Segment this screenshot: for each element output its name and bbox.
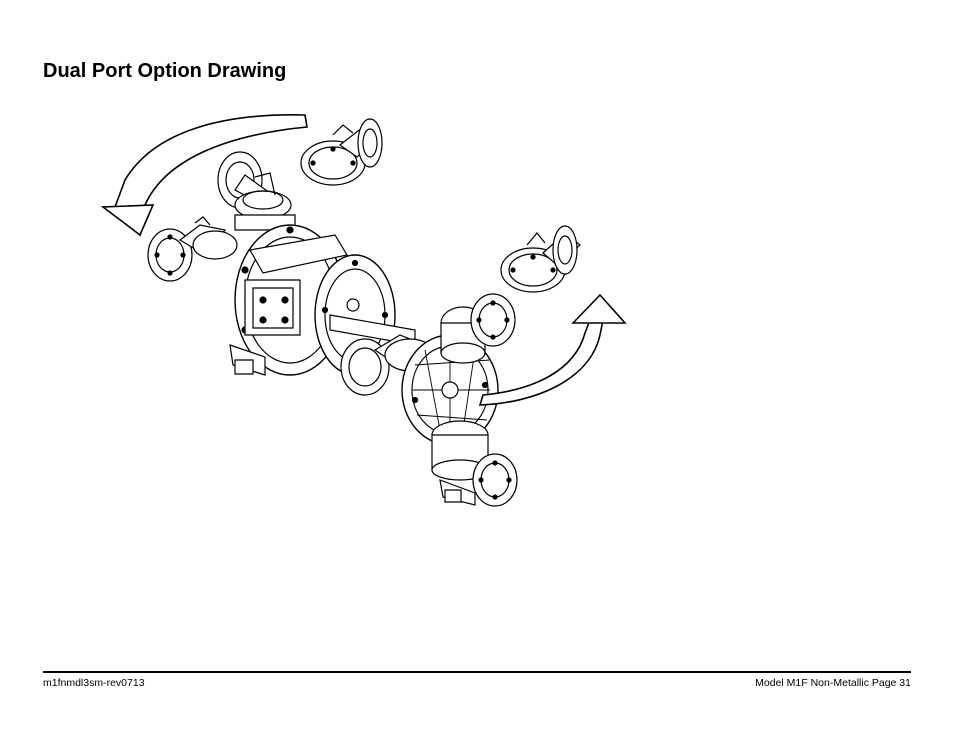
footer-page-label: Model M1F Non-Metallic Page 31 [755,677,911,689]
footer-doc-id: m1fnmdl3sm-rev0713 [43,677,145,689]
page-title: Dual Port Option Drawing [43,60,287,82]
flange-port-top-right [301,119,382,185]
footer-rule [43,671,911,673]
flange-port-bottom [432,421,517,506]
flange-port-far-right [501,226,580,292]
flange-port-top-left [218,152,295,230]
flange-port-left [148,217,237,281]
pump-dual-port-drawing [95,105,635,515]
flange-port-right-upper [441,294,515,363]
